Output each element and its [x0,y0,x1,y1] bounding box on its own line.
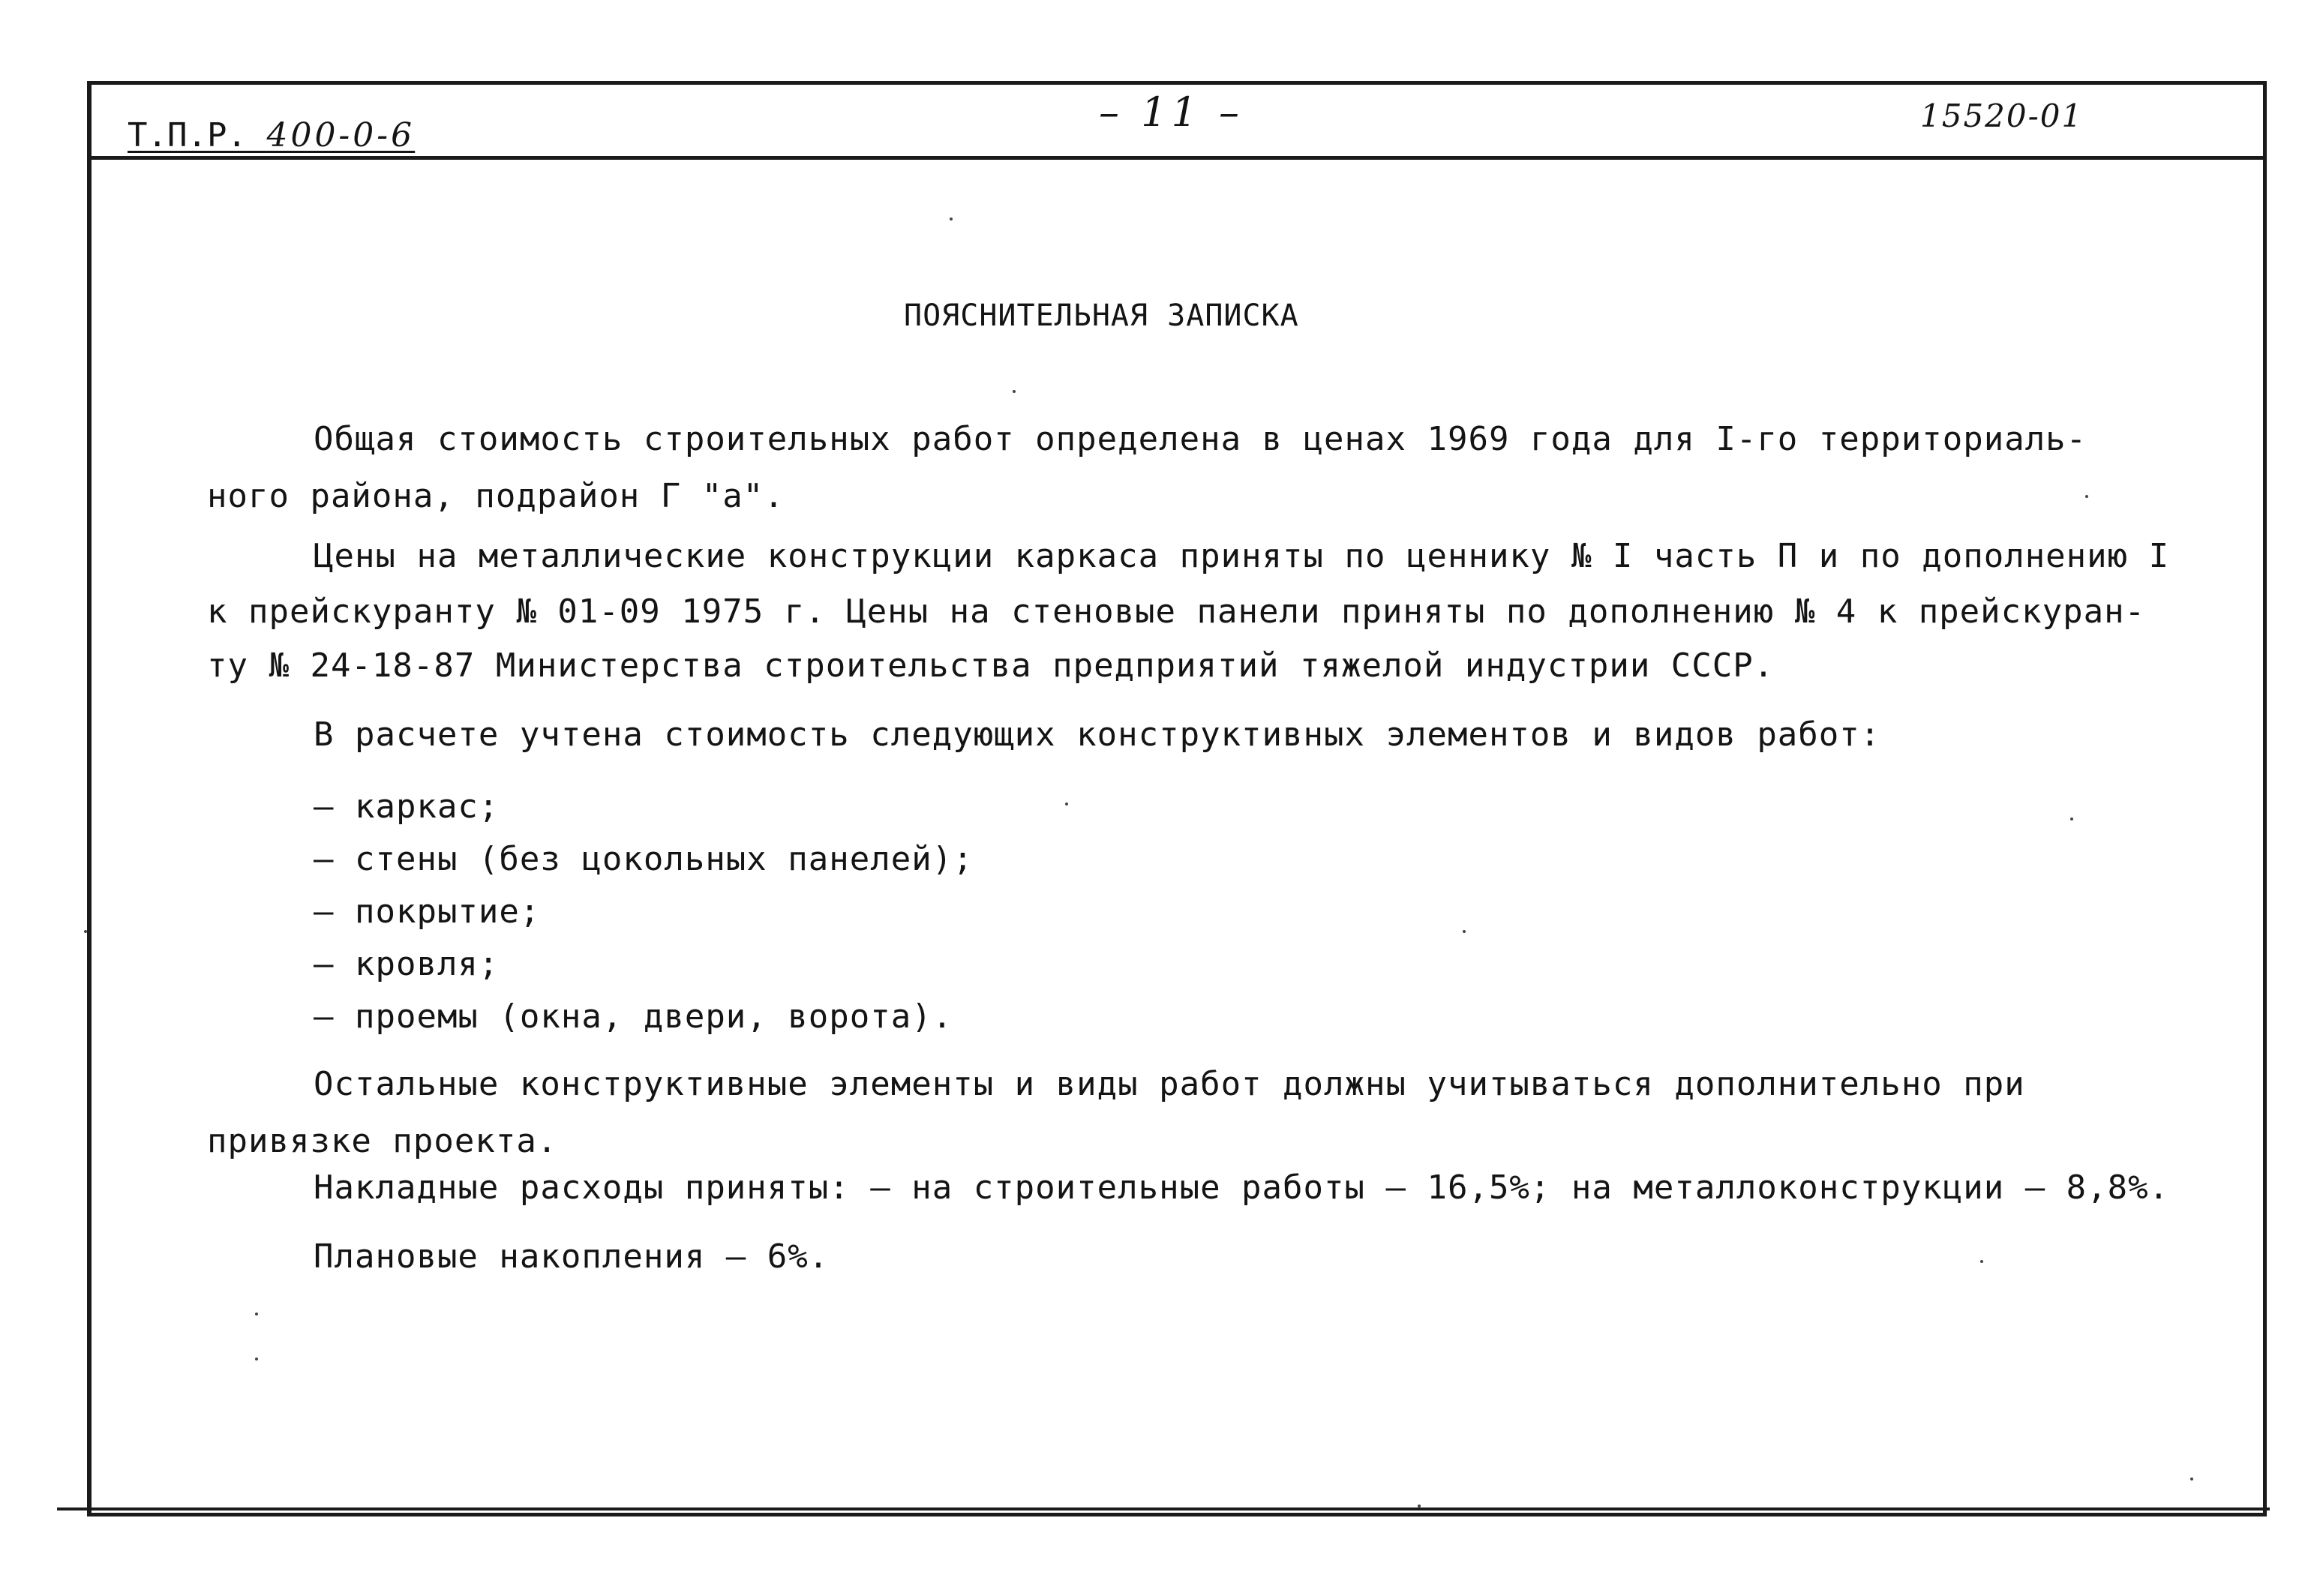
scan-speck [950,218,953,220]
text-line-3: Цены на металлические конструкции каркаса приняты по ценнику № I часть П и по дополнению I [314,537,2170,575]
scan-speck [2070,818,2073,820]
scan-speck [2085,495,2088,498]
text-line-15: Плановые накопления – 6%. [314,1238,830,1276]
list-item-walls: – стены (без цокольных панелей); [314,840,974,878]
bottom-border-line [57,1508,2270,1510]
document-series [128,116,415,154]
document-title: ПОЯСНИТЕЛЬНАЯ ЗАПИСКА [904,298,1299,333]
scan-speck [1980,1260,1983,1263]
list-item-frame: – каркас; [314,788,500,826]
series-number: 400-0-6 [266,116,416,154]
scan-speck [2190,1478,2193,1480]
page-number: – 11 – [1099,88,1244,136]
text-line-6: В расчете учтена стоимость следующих конструктивных элементов и видов работ: [314,716,1881,754]
document-code: 15520-01 [1920,98,2084,134]
text-line-2: ного района, подрайон Г "а". [207,477,785,515]
scan-speck [255,1358,258,1360]
scan-speck [1013,390,1016,393]
text-line-12: Остальные конструктивные элементы и виды работ должны учитываться дополнительно при [314,1065,2025,1103]
scan-speck [1418,1504,1421,1508]
scan-speck [255,1312,258,1316]
text-line-14: Накладные расходы приняты: – на строительные работы – 16,5%; на металлоконструкции – 8,8%. [314,1168,2170,1207]
header-divider [87,156,2267,160]
text-line-1: Общая стоимость строительных работ определена в ценах 1969 года для I-го территориаль- [314,420,2087,458]
series-prefix: Т.П.Р. [128,116,247,154]
list-item-roofing: – кровля; [314,945,500,983]
scan-speck [84,930,87,933]
text-line-13: привязке проекта. [207,1122,558,1160]
scan-speck [1463,930,1466,933]
list-item-openings: – проемы (окна, двери, ворота). [314,998,953,1036]
list-item-covering: – покрытие; [314,892,541,931]
text-line-5: ту № 24-18-87 Министерства строительства предприятий тяжелой индустрии СССР. [207,646,1775,685]
text-line-4: к прейскуранту № 01-09 1975 г. Цены на стеновые панели приняты по дополнению № 4 к прейскуран- [207,592,2146,631]
scan-speck [1065,802,1068,806]
